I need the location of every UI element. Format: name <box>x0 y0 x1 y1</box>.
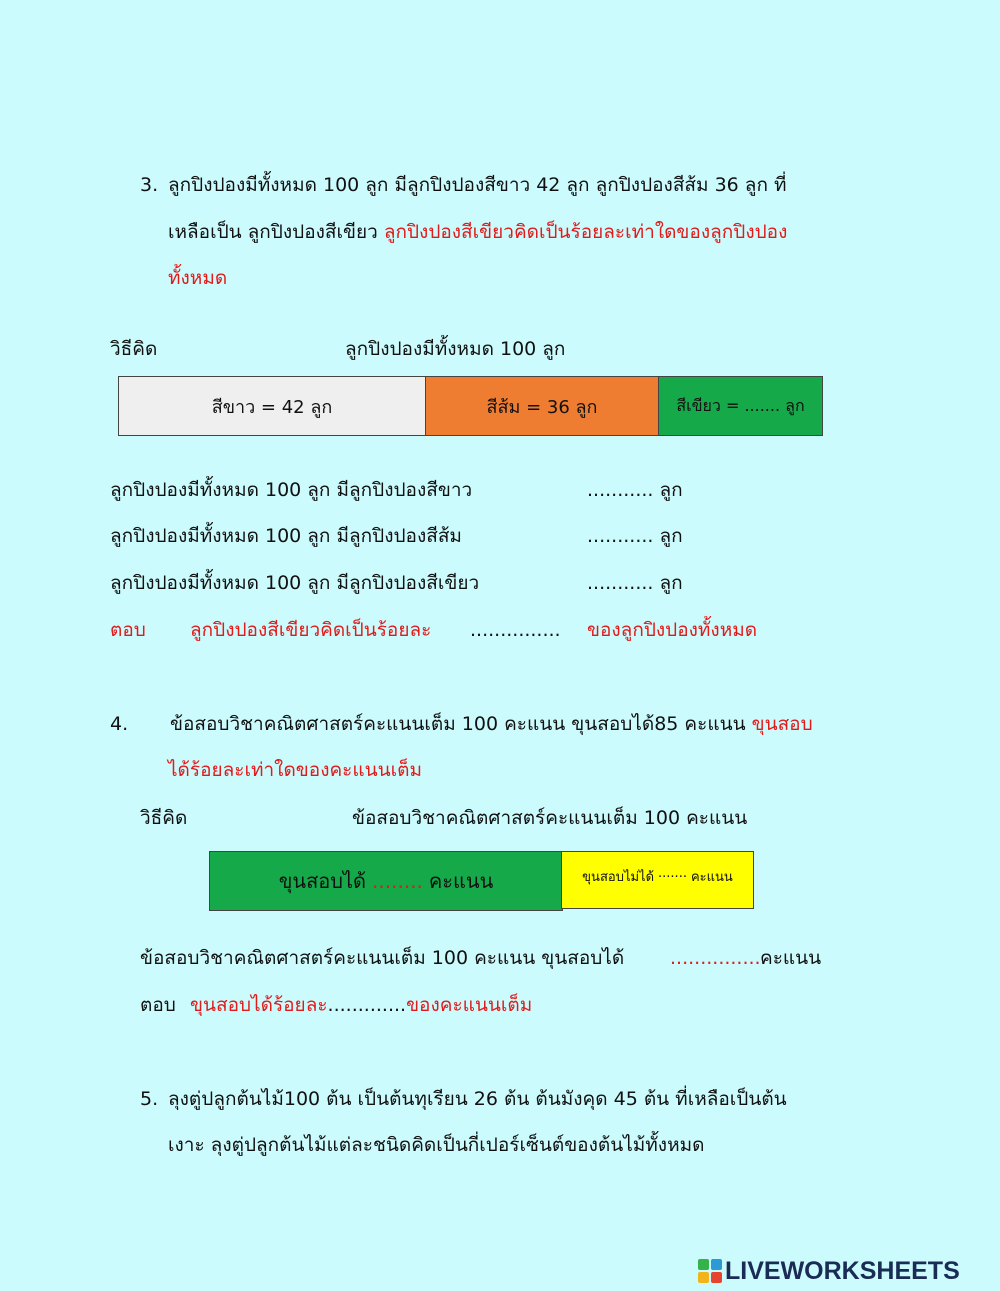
q4-question-line1: ขุนสอบ <box>751 713 813 735</box>
q3-answer-label: ตอบ <box>110 619 146 641</box>
q4-bar-passed-segment <box>209 851 563 911</box>
q3-row-orange: ลูกปิงปองมีทั้งหมด 100 ลูก มีลูกปิงปองสีส้ม <box>110 525 462 547</box>
q5-text-line2: เงาะ ลุงตู่ปลูกต้นไม้แต่ละชนิดคิดเป็นกี่เปอร์เซ็นต์ของต้นไม้ทั้งหมด <box>168 1134 705 1156</box>
q4-bar-failed-label: ขุนสอบไม่ได้ <box>582 870 655 885</box>
q4-question-line2: ได้ร้อยละเท่าใดของคะแนนเต็ม <box>168 759 422 781</box>
q3-number: 3. <box>140 174 159 196</box>
q4-answer-text: ขุนสอบได้ร้อยละ <box>190 994 328 1016</box>
q4-number: 4. <box>110 713 129 735</box>
q4-row-blank[interactable]: ............... <box>670 947 761 969</box>
q4-row-text: ข้อสอบวิชาคณิตศาสตร์คะแนนเต็ม 100 คะแนน ขุนสอบได้ <box>140 947 625 969</box>
q4-total-label: ข้อสอบวิชาคณิตศาสตร์คะแนนเต็ม 100 คะแนน <box>352 807 748 829</box>
logo-text: LIVEWORKSHEETS <box>725 1256 960 1285</box>
q4-bar-failed-blank[interactable]: ....... <box>658 866 687 881</box>
q3-text-line2-plain: เหลือเป็น ลูกปิงปองสีเขียว <box>168 221 378 243</box>
logo-blocks-icon <box>698 1259 722 1283</box>
q4-answer-line <box>190 996 532 1015</box>
q3-bar-green-segment: สีเขียว = ....... ลูก <box>658 376 823 436</box>
q4-bar-failed-segment <box>561 851 754 909</box>
q3-total-label: ลูกปิงปองมีทั้งหมด 100 ลูก <box>345 338 566 360</box>
liveworksheets-logo <box>698 1258 960 1284</box>
q4-bar-failed-unit: คะแนน <box>690 870 733 885</box>
q3-method-label: วิธีคิด <box>110 338 158 360</box>
q3-row-white-blank[interactable]: ........... ลูก <box>587 479 683 501</box>
q3-bar-white-segment: สีขาว = 42 ลูก <box>118 376 426 436</box>
q4-bar-passed-unit: คะแนน <box>428 869 494 893</box>
q4-bar-passed-label: ขุนสอบได้ <box>278 869 367 893</box>
q4-row-tail: คะแนน <box>760 947 822 969</box>
q4-method-label: วิธีคิด <box>140 807 188 829</box>
q5-number: 5. <box>140 1088 159 1110</box>
q5-text-line1: ลุงตู่ปลูกต้นไม้100 ต้น เป็นต้นทุเรียน 26 ต้น ต้นมังคุด 45 ต้น ที่เหลือเป็นต้น <box>168 1088 787 1110</box>
q3-question-line3: ทั้งหมด <box>168 267 228 289</box>
q4-answer-tail: ของคะแนนเต็ม <box>406 994 533 1016</box>
q3-answer-blank[interactable]: ............... <box>470 619 561 641</box>
q3-text-line2 <box>168 223 787 242</box>
q4-bar-passed-blank[interactable]: ........ <box>372 869 423 893</box>
q3-answer-text: ลูกปิงปองสีเขียวคิดเป็นร้อยละ <box>190 619 432 641</box>
q3-row-orange-blank[interactable]: ........... ลูก <box>587 525 683 547</box>
q3-row-green: ลูกปิงปองมีทั้งหมด 100 ลูก มีลูกปิงปองสีเขียว <box>110 572 480 594</box>
q3-row-green-blank[interactable]: ........... ลูก <box>587 572 683 594</box>
q3-bar-orange-segment: สีส้ม = 36 ลูก <box>425 376 659 436</box>
q3-question-line2: ลูกปิงปองสีเขียวคิดเป็นร้อยละเท่าใดของลูกปิงปอง <box>383 221 788 243</box>
q4-text-line1 <box>170 715 813 734</box>
q3-row-white: ลูกปิงปองมีทั้งหมด 100 ลูก มีลูกปิงปองสีขาว <box>110 479 473 501</box>
q4-answer-blank[interactable]: ............. <box>327 994 407 1016</box>
q3-answer-tail: ของลูกปิงปองทั้งหมด <box>587 619 758 641</box>
q3-text-line1: ลูกปิงปองมีทั้งหมด 100 ลูก มีลูกปิงปองสีขาว 42 ลูก ลูกปิงปองสีส้ม 36 ลูก ที่ <box>168 174 787 196</box>
q4-text-line1-plain: ข้อสอบวิชาคณิตศาสตร์คะแนนเต็ม 100 คะแนน ขุนสอบได้85 คะแนน <box>170 713 746 735</box>
q4-answer-label: ตอบ <box>140 994 176 1016</box>
